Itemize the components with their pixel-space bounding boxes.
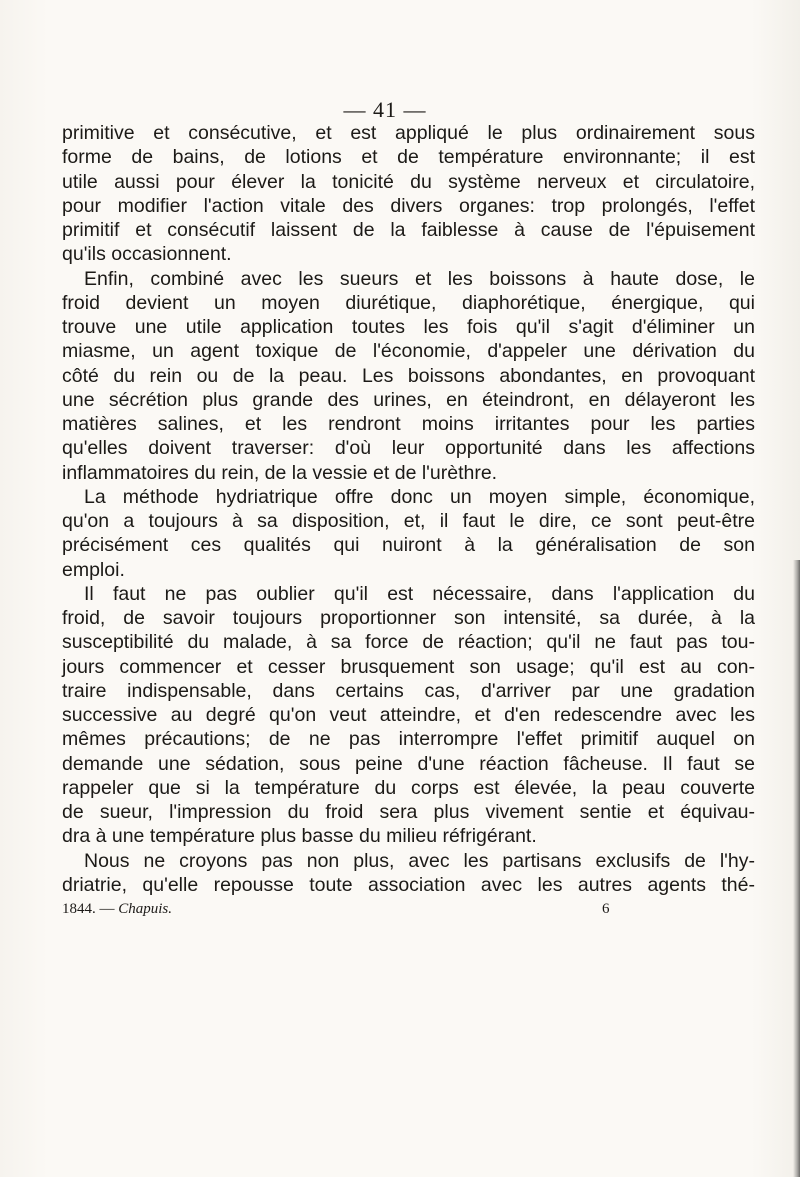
text-line: précisément ces qualités qui nuiront à la généralisation de son (62, 534, 755, 557)
text-line: jours commencer et cesser brusquement son usage; qu'il est au con- (62, 655, 755, 678)
text-line: qu'elles doivent traverser: d'où leur opportunité dans les affections (62, 437, 755, 460)
text-line: Nous ne croyons pas non plus, avec les partisans exclusifs de l'hy- (84, 849, 755, 872)
text-line: une sécrétion plus grande des urines, en éteindront, en délayeront les (62, 388, 755, 411)
text-line: de sueur, l'impression du froid sera plus vivement sentie et équivau- (62, 801, 755, 823)
footer-year: 1844. — (62, 901, 115, 917)
text-line: emploi. (62, 558, 125, 581)
text-line: trouve une utile application toutes les fois qu'il s'agit d'éliminer un (62, 316, 755, 338)
text-line: froid devient un moyen diurétique, diaphorétique, énergique, qui (62, 291, 755, 314)
text-line: forme de bains, de lotions et de température environnante; il est (62, 146, 755, 169)
paragraph (62, 267, 755, 485)
text-line: matières salines, et les rendront moins irritantes pour les parties (62, 413, 755, 435)
body-text (62, 121, 755, 897)
text-line: rappeler que si la température du corps est élevée, la peau couverte (62, 776, 755, 799)
page-number: — 41 — (343, 97, 427, 122)
text-line: côté du rein ou de la peau. Les boissons abondantes, en provoquant (62, 364, 755, 387)
text-line: qu'ils occasionnent. (62, 243, 232, 266)
text-line: Enfin, combiné avec les sueurs et les boissons à haute dose, le (84, 267, 755, 290)
paragraph (62, 849, 755, 898)
text-line: traire indispensable, dans certains cas, d'arriver par une gradation (62, 679, 755, 702)
text-line: inflammatoires du rein, de la vessie et de l'urèthre. (62, 461, 498, 484)
text-line: susceptibilité du malade, à sa force de réaction; qu'il ne faut pas tou- (62, 631, 755, 654)
text-line: Il faut ne pas oublier qu'il est nécessaire, dans l'application du (84, 582, 755, 605)
paragraph (62, 582, 755, 849)
footer-author: Chapuis. (118, 901, 173, 917)
text-line: primitif et consécutif laissent de la faiblesse à cause de l'épuisement (62, 219, 755, 241)
paragraph (62, 485, 755, 582)
footer-signature (62, 901, 172, 918)
text-line: demande une sédation, sous peine d'une réaction fâcheuse. Il faut se (62, 752, 755, 775)
text-line: dra à une température plus basse du milieu réfrigérant. (62, 825, 537, 848)
text-line: mêmes précautions; de ne pas interrompre l'effet primitif auquel on (62, 728, 755, 751)
page-edge-shadow (793, 560, 800, 1177)
text-line: successive au degré qu'on veut atteindre, et d'en redescendre avec les (62, 704, 755, 726)
text-line: qu'on a toujours à sa disposition, et, il faut le dire, ce sont peut-être (62, 510, 755, 532)
footer-signature-number: 6 (602, 901, 610, 917)
text-line: primitive et consécutive, et est appliqué le plus ordinairement sous (62, 122, 755, 144)
text-line: miasme, un agent toxique de l'économie, d'appeler une dérivation du (62, 340, 755, 363)
paragraph (62, 121, 755, 267)
text-line: driatrie, qu'elle repousse toute association avec les autres agents thé- (62, 873, 755, 896)
text-line: pour modifier l'action vitale des divers organes: trop prolongés, l'effet (62, 194, 755, 217)
text-line: froid, de savoir toujours proportionner son intensité, sa durée, à la (62, 607, 755, 629)
text-line: utile aussi pour élever la tonicité du système nerveux et circulatoire, (62, 170, 755, 193)
text-line: La méthode hydriatrique offre donc un moyen simple, économique, (84, 485, 755, 508)
